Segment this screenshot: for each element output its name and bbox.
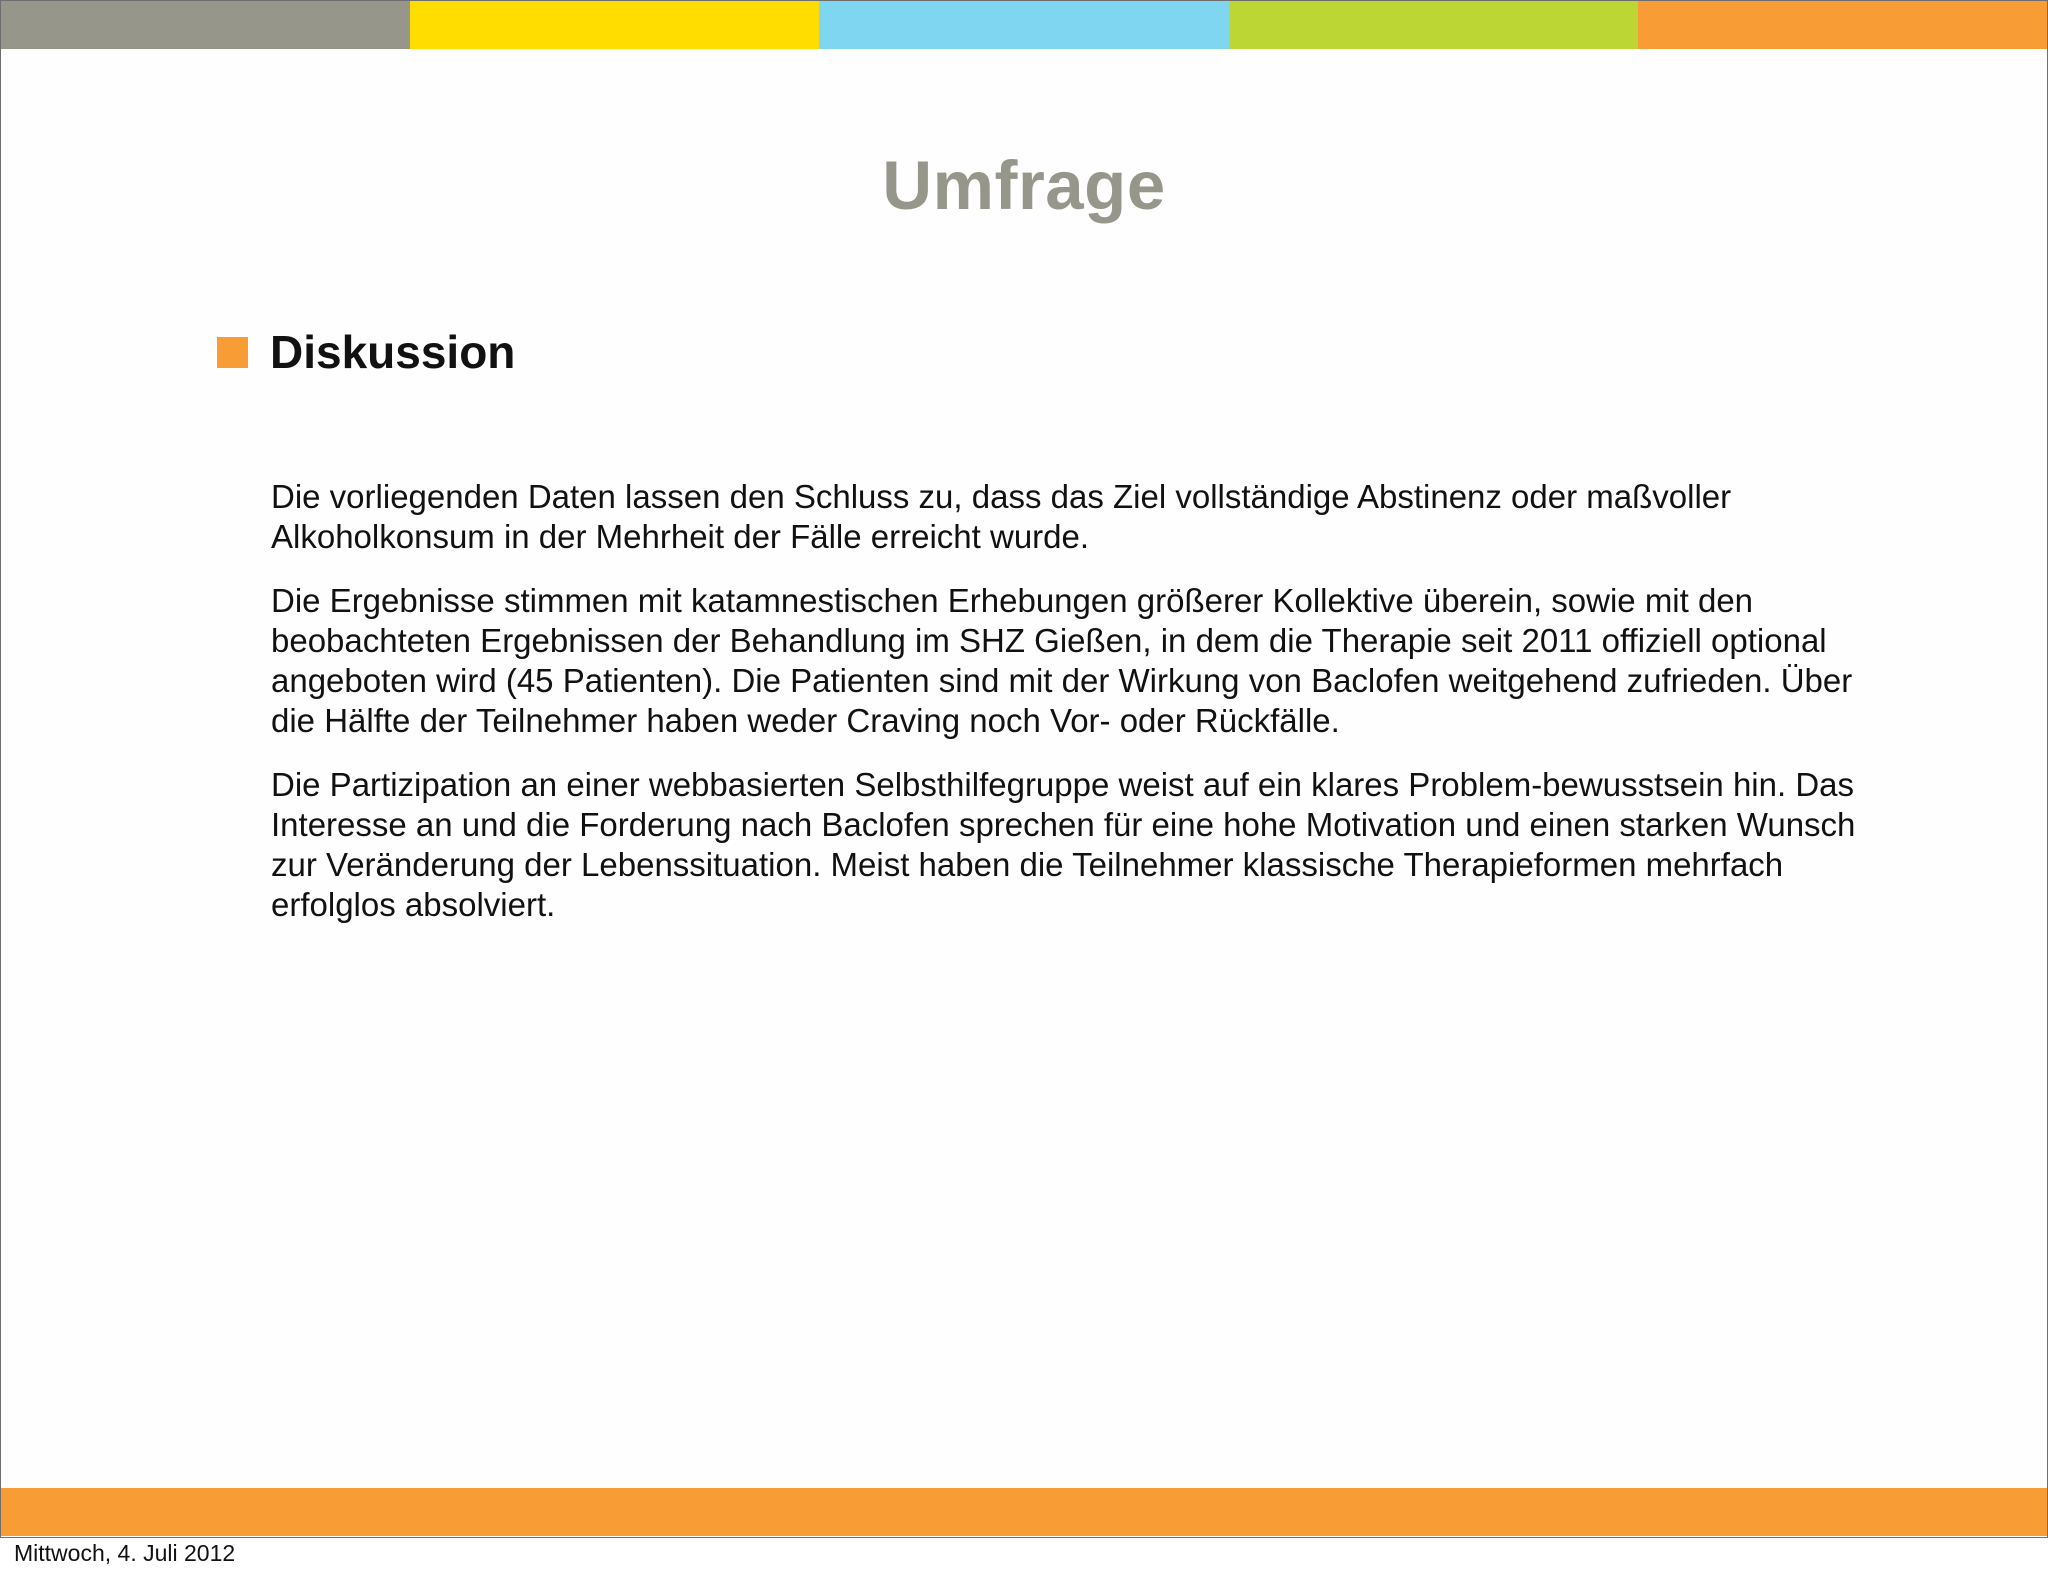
paragraph: Die Partizipation an einer webbasierten Selbsthilfegruppe weist auf ein klares Problem-bewusstsein hin. Das Interesse an und die Forderung nach Baclofen sprechen für eine hohe Motivation und einen starken Wunsch zur Veränderung der Lebenssituation. Meist haben die Teilnehmer klassische Therapieformen mehrfach erfolglos absolviert. xyxy=(271,766,1856,923)
bullet-heading-text: Diskussion xyxy=(270,326,516,378)
bullet-heading xyxy=(217,327,515,378)
top-color-bar xyxy=(1,1,2047,49)
top-color-segment xyxy=(1229,1,1638,49)
body-text xyxy=(271,477,1881,949)
slide-title: Umfrage xyxy=(882,147,1166,224)
paragraph: Die Ergebnisse stimmen mit katamnestischen Erhebungen größerer Kollektive überein, sowie mit den beobachteten Ergebnissen der Behandlung im SHZ Gießen, in dem die Therapie seit 2011 offiziell optional angeboten wird (45 Patienten). Die Patienten sind mit der Wirkung von Baclofen weitgehend zufrieden. Über die Hälfte der Teilnehmer haben weder Craving noch Vor- oder Rückfälle. xyxy=(271,582,1853,739)
top-color-segment xyxy=(819,1,1228,49)
footer-date: Mittwoch, 4. Juli 2012 xyxy=(14,1540,236,1566)
paragraph: Die vorliegenden Daten lassen den Schluss zu, dass das Ziel vollständige Abstinenz oder maßvoller Alkoholkonsum in der Mehrheit der Fälle erreicht wurde. xyxy=(271,478,1732,555)
top-color-segment xyxy=(410,1,819,49)
top-color-segment xyxy=(1638,1,2047,49)
top-color-segment xyxy=(1,1,410,49)
orange-square-bullet-icon xyxy=(217,337,248,368)
bottom-color-bar xyxy=(1,1488,2047,1536)
